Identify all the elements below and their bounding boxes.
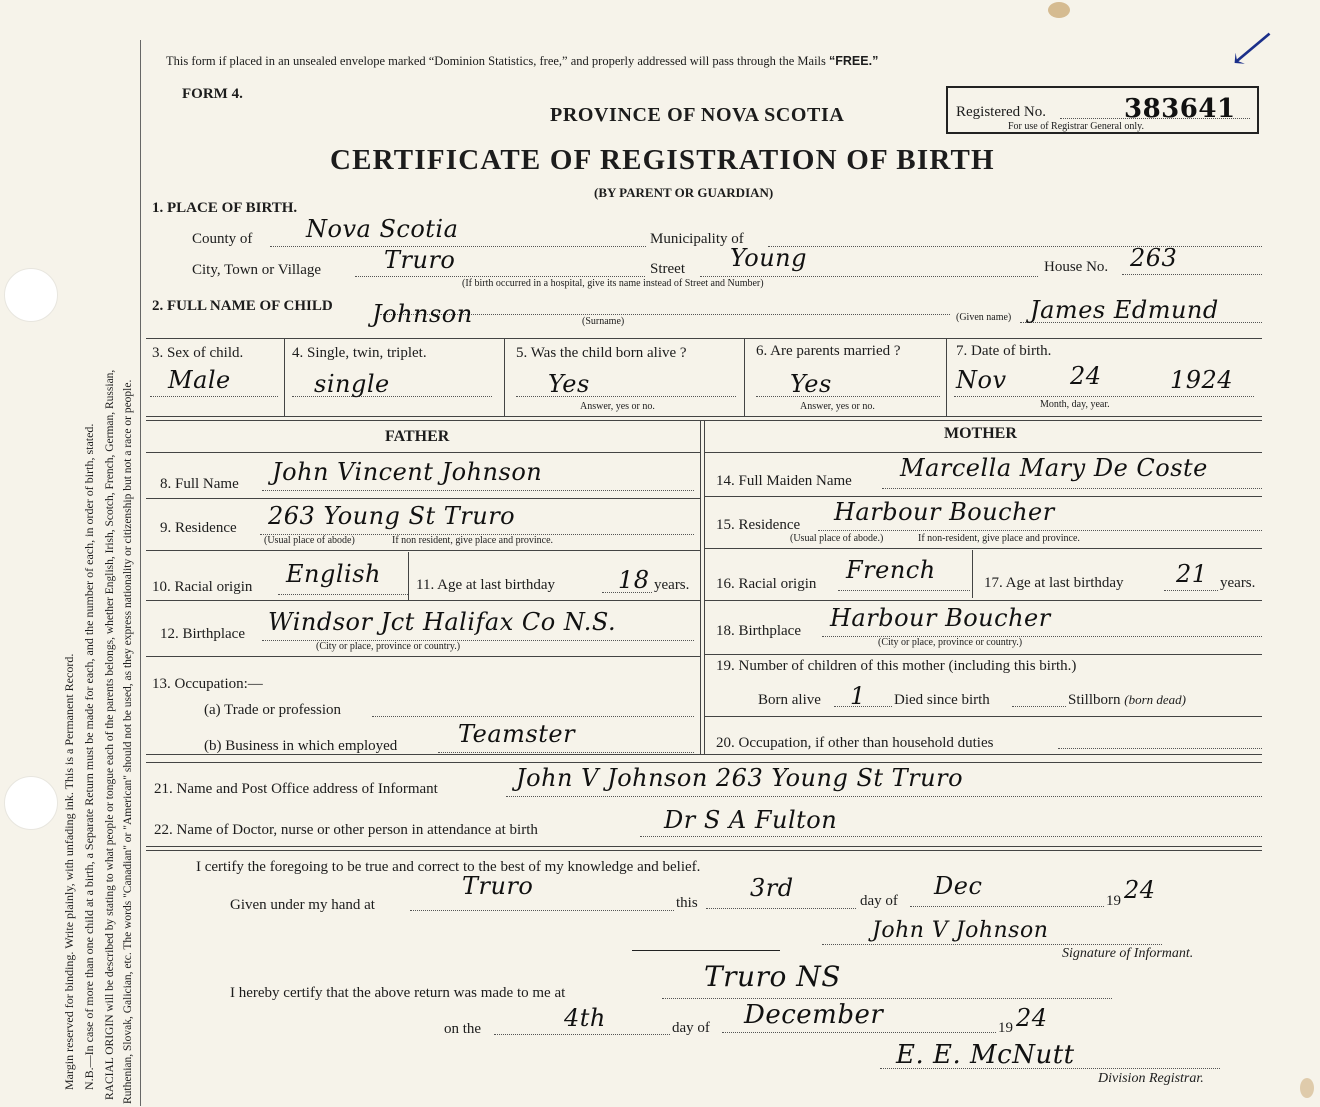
mother-heading: MOTHER xyxy=(944,425,1017,442)
mother-name-value: Marcella Mary De Coste xyxy=(900,454,1208,482)
mother-residence-label: 15. Residence xyxy=(716,517,801,533)
father-business-value: Teamster xyxy=(458,720,576,748)
paper-stain xyxy=(1048,2,1070,18)
father-age-value: 18 xyxy=(618,566,650,594)
father-birthplace-caption: (City or place, province or country.) xyxy=(316,641,461,652)
father-birthplace-label: 12. Birthplace xyxy=(160,626,245,642)
dob-month-value: Nov xyxy=(956,366,1007,394)
father-trade-label: (a) Trade or profession xyxy=(204,702,342,718)
province-title: PROVINCE OF NOVA SCOTIA xyxy=(550,104,845,126)
dob-caption: Month, day, year. xyxy=(1040,399,1110,410)
dob-year-value: 1924 xyxy=(1170,366,1234,394)
father-race-value: English xyxy=(286,560,381,588)
mother-occupation-label: 20. Occupation, if other than household duties xyxy=(716,735,994,751)
street-label: Street xyxy=(650,261,685,277)
father-business-label: (b) Business in which employed xyxy=(204,738,398,754)
child-name-label: 2. FULL NAME OF CHILD xyxy=(152,298,333,314)
mother-age-value: 21 xyxy=(1176,560,1208,588)
informant-label: 21. Name and Post Office address of Informant xyxy=(154,781,438,797)
registrar-month-value: December xyxy=(744,1000,884,1030)
certification-day-value: 3rd xyxy=(750,874,794,902)
informant-value: John V Johnson 263 Young St Truro xyxy=(516,764,964,792)
street-value: Young xyxy=(730,244,807,272)
hospital-note: (If birth occurred in a hospital, give its name instead of Street and Number) xyxy=(462,278,764,289)
child-given-name-value: James Edmund xyxy=(1030,296,1219,324)
informant-signature: John V Johnson xyxy=(872,918,1049,943)
doctor-label: 22. Name of Doctor, nurse or other person in attendance at birth xyxy=(154,822,538,838)
father-birthplace-value: Windsor Jct Halifax Co N.S. xyxy=(268,608,617,636)
mother-birthplace-label: 18. Birthplace xyxy=(716,623,801,639)
registrar-signature: E. E. McNutt xyxy=(896,1040,1075,1070)
mother-race-value: French xyxy=(846,556,936,584)
given-under-hand-label: Given under my hand at xyxy=(230,897,375,913)
father-name-label: 8. Full Name xyxy=(160,476,239,492)
plurality-label: 4. Single, twin, triplet. xyxy=(292,345,427,361)
mother-residence-value: Harbour Boucher xyxy=(834,498,1055,526)
given-place-value: Truro xyxy=(462,872,534,900)
registrar-caption: Division Registrar. xyxy=(1098,1071,1204,1086)
parents-married-value: Yes xyxy=(790,370,832,398)
doctor-value: Dr S A Fulton xyxy=(664,806,838,834)
registrar-year-value: 24 xyxy=(1016,1004,1048,1032)
binding-margin-line xyxy=(140,40,141,1106)
city-label: City, Town or Village xyxy=(192,262,322,278)
paper-stain xyxy=(1300,1078,1314,1098)
sidebar-note-2: N.B.—In case of more than one child at a birth, a Separate Return must be made for each, and the number of each, in order of birth, stated. xyxy=(82,423,96,1090)
parents-married-caption: Answer, yes or no. xyxy=(800,401,875,412)
father-residence-note: If non resident, give place and province. xyxy=(392,535,554,546)
registrar-year-prefix: 19 xyxy=(998,1020,1013,1036)
mother-birthplace-value: Harbour Boucher xyxy=(830,604,1051,632)
father-age-label: 11. Age at last birthday xyxy=(416,577,555,593)
mother-race-label: 16. Racial origin xyxy=(716,576,817,592)
registrar-place-value: Truro NS xyxy=(704,960,841,993)
father-residence-label: 9. Residence xyxy=(160,520,237,536)
registered-number-box xyxy=(946,86,1259,134)
registrar-note: For use of Registrar General only. xyxy=(1008,121,1144,132)
sex-value: Male xyxy=(168,366,231,394)
sidebar-note-3: RACIAL ORIGIN will be described by stating to what people or tongue each of the parents belongs, whether English, Irish, Scotch, French, German, Russian, xyxy=(104,369,116,1100)
father-race-label: 10. Racial origin xyxy=(152,579,253,595)
certificate-subtitle: (BY PARENT OR GUARDIAN) xyxy=(594,185,774,200)
mother-children-label: 19. Number of children of this mother (including this birth.) xyxy=(716,658,1077,674)
form-number: FORM 4. xyxy=(182,86,243,102)
father-residence-value: 263 Young St Truro xyxy=(268,502,516,530)
sidebar-note-1: Margin reserved for binding. Write plainly, with unfading ink. This is a Permanent Record. xyxy=(62,653,76,1090)
postal-notice: This form if placed in an unsealed envelope marked “Dominion Statistics, free,” and properly addressed will pass through the Mails “FREE.” xyxy=(166,54,879,68)
born-alive-label: 5. Was the child born alive ? xyxy=(516,345,687,361)
this-label: this xyxy=(676,895,698,911)
born-alive-value: Yes xyxy=(548,370,590,398)
father-age-unit: years. xyxy=(654,577,690,593)
father-heading: FATHER xyxy=(385,428,450,445)
house-number-value: 263 xyxy=(1130,244,1178,272)
plurality-value: single xyxy=(314,370,390,398)
mother-age-label: 17. Age at last birthday xyxy=(984,575,1124,591)
dob-day-value: 24 xyxy=(1070,362,1102,390)
arrow-mark-icon: ⟵ xyxy=(1222,18,1284,79)
county-value: Nova Scotia xyxy=(306,215,459,243)
died-since-birth-label: Died since birth xyxy=(894,692,990,708)
mother-birthplace-caption: (City or place, province or country.) xyxy=(878,637,1023,648)
father-occupation-heading: 13. Occupation:— xyxy=(152,676,263,692)
registrar-day-value: 4th xyxy=(564,1004,606,1032)
father-residence-caption: (Usual place of abode) xyxy=(264,535,355,546)
sex-label: 3. Sex of child. xyxy=(152,345,244,361)
born-alive-caption: Answer, yes or no. xyxy=(580,401,655,412)
mother-residence-caption: (Usual place of abode.) xyxy=(790,533,884,544)
certificate-title: CERTIFICATE OF REGISTRATION OF BIRTH xyxy=(330,144,995,176)
certification-year-prefix: 19 xyxy=(1106,893,1121,909)
surname-caption: (Surname) xyxy=(582,316,625,327)
registrar-day-of-label: day of xyxy=(672,1020,710,1036)
sidebar-note-4: Ruthenian, Slovak, Galician, etc. The words "Canadian" or "American" should not be used, as they express nationality or citizenship but not a race or people. xyxy=(122,379,134,1104)
child-surname-value: Johnson xyxy=(372,300,473,328)
binding-hole-bottom xyxy=(4,776,58,830)
county-label: County of xyxy=(192,231,253,247)
father-name-value: John Vincent Johnson xyxy=(272,458,543,486)
certification-day-of-label: day of xyxy=(860,893,898,909)
place-of-birth-heading: 1. PLACE OF BIRTH. xyxy=(152,200,298,216)
born-alive-count-label: Born alive xyxy=(758,692,821,708)
registered-label: Registered No. xyxy=(956,104,1046,120)
mother-age-unit: years. xyxy=(1220,575,1256,591)
registrar-statement: I hereby certify that the above return was made to me at xyxy=(230,985,566,1001)
city-value: Truro xyxy=(384,246,456,274)
certification-month-value: Dec xyxy=(934,872,983,900)
parents-married-label: 6. Are parents married ? xyxy=(756,343,901,359)
municipality-label: Municipality of xyxy=(650,231,744,247)
informant-signature-caption: Signature of Informant. xyxy=(1062,946,1194,961)
certification-year-value: 24 xyxy=(1124,876,1156,904)
binding-hole-top xyxy=(4,268,58,322)
on-the-label: on the xyxy=(444,1021,482,1037)
mother-residence-note: If non-resident, give place and province. xyxy=(918,533,1080,544)
house-number-label: House No. xyxy=(1044,259,1109,275)
given-name-caption: (Given name) xyxy=(956,312,1012,323)
registered-value: 383641 xyxy=(1124,94,1236,124)
born-alive-count-value: 1 xyxy=(850,682,866,710)
date-of-birth-label: 7. Date of birth. xyxy=(956,343,1052,359)
certification-statement: I certify the foregoing to be true and correct to the best of my knowledge and belief. xyxy=(196,859,701,875)
stillborn-label: Stillborn (born dead) xyxy=(1068,692,1187,708)
mother-name-label: 14. Full Maiden Name xyxy=(716,473,852,489)
